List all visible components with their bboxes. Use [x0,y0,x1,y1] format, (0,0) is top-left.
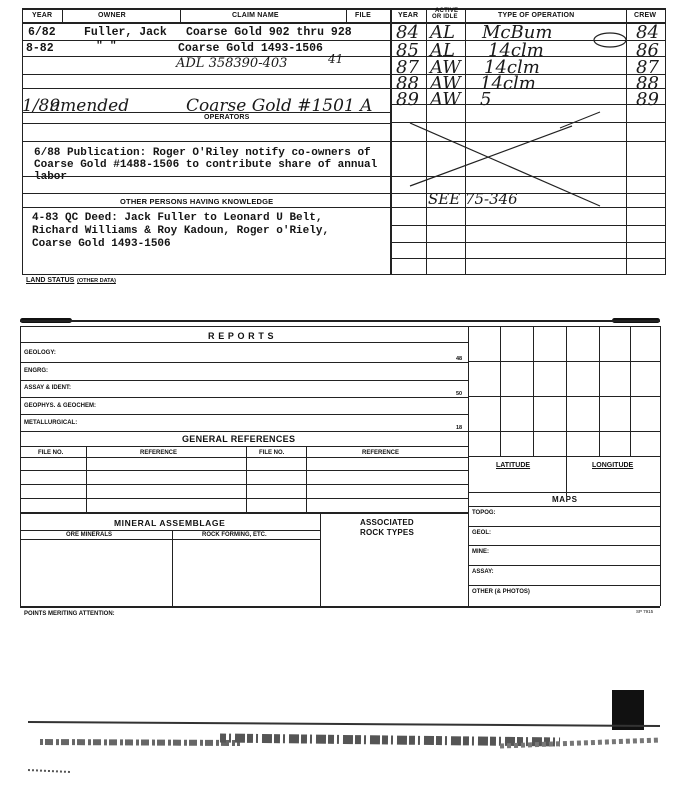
file-no-header-2: FILE NO. [259,450,285,456]
active-header: ACTIVE [435,8,459,14]
activity-row-5-year: 89 [396,89,419,110]
ore-minerals-header: ORE MINERALS [66,532,113,538]
reference-header-1: REFERENCE [140,450,178,456]
file-header: FILE [355,12,371,19]
publication-line-3: labor [34,171,68,183]
mineral-assemblage-title: MINERAL ASSEMBLAGE [114,518,226,528]
land-status-sub: (OTHER DATA) [77,278,116,284]
activity-row-4-year: 88 [396,73,419,94]
reports-title: R E P O R T S [208,331,275,341]
amended-note: amended [50,96,130,116]
claim-row-1-claim: Coarse Gold 902 thru 928 [186,26,352,39]
or-idle-header: OR IDLE [432,14,458,20]
maps-mine: MINE: [472,549,489,555]
activity-row-3-crew: 87 [636,57,659,78]
geophys-label: GEOPHYS. & GEOCHEM: [24,403,97,409]
associated-label: ASSOCIATED [360,518,414,527]
activity-row-5-type: 5 [480,89,492,110]
geology-label: GEOLOGY: [24,350,56,356]
engrg-label: ENGRG: [24,368,48,374]
activity-year-header: YEAR [398,12,419,19]
amended-year: 1/89 [22,96,61,116]
deed-line-2: Richard Williams & Roy Kadoun, Roger o'Riely, [32,225,330,237]
activity-row-2-year: 85 [396,40,419,61]
points-meriting-attention-label: POINTS MERITING ATTENTION: [24,611,115,617]
rock-forming-header: ROCK FORMING, ETC. [202,532,267,538]
activity-row-1-year: 84 [396,22,419,43]
activity-row-1-status: AL [430,22,455,43]
activity-row-3-type: 14clm [484,57,540,78]
adl-number: ADL 358390-403 [176,56,288,71]
see-reference: SEE 75-346 [428,190,518,208]
assay-code: 50 [456,391,463,397]
form-number: SP 7915 [636,609,654,614]
claim-row-2-year: 8-82 [26,42,54,55]
activity-row-2-type: 14clm [488,40,544,61]
longitude-label: LONGITUDE [592,462,634,469]
deed-line-1: 4-83 QC Deed: Jack Fuller to Leonard U Belt, [32,212,323,224]
geology-code: 48 [456,356,463,362]
rock-types-label: ROCK TYPES [360,528,415,537]
file-no-header-1: FILE NO. [38,450,64,456]
claim-row-1-year: 6/82 [28,26,56,39]
other-persons-label: OTHER PERSONS HAVING KNOWLEDGE [120,197,274,206]
activity-row-4-type: 14clm [480,73,536,94]
activity-row-3-year: 87 [396,57,419,78]
maps-assay: ASSAY: [472,569,494,575]
activity-row-5-crew: 89 [636,89,659,110]
year-header: YEAR [32,12,53,19]
owner-header: OWNER [98,12,126,19]
activity-row-1-crew: 84 [636,22,659,43]
assay-label: ASSAY & IDENT: [24,385,72,391]
claim-row-2-owner: " " [96,40,117,53]
reference-header-2: REFERENCE [362,450,400,456]
activity-row-4-crew: 88 [636,73,659,94]
activity-row-1-type: McBum [482,22,553,43]
metallurgical-label: METALLURGICAL: [24,420,78,426]
metallurgical-code: 18 [456,425,463,431]
activity-row-2-status: AL [430,40,455,61]
activity-row-3-status: AW [430,57,461,78]
claim-name-header: CLAIM NAME [232,12,279,19]
publication-line-1: 6/88 Publication: Roger O'Riley notify co-owners of [34,147,371,159]
activity-row-5-status: AW [430,89,461,110]
activity-row-2-crew: 86 [636,40,659,61]
general-references-title: GENERAL REFERENCES [182,434,296,444]
type-of-operation-header: TYPE OF OPERATION [498,12,575,19]
amended-claim: Coarse Gold #1501 A [186,96,373,116]
land-status-label: LAND STATUS [26,277,75,284]
deed-line-3: Coarse Gold 1493-1506 [32,238,171,250]
claim-row-2-claim: Coarse Gold 1493-1506 [178,42,323,55]
maps-geol: GEOL: [472,530,491,536]
operators-label: OPERATORS [204,114,250,121]
adl-mark: 41 [328,52,344,66]
latitude-label: LATITUDE [496,462,531,469]
maps-other: OTHER (& PHOTOS) [472,589,530,595]
maps-title: MAPS [552,495,578,504]
crew-header: CREW [634,12,657,19]
activity-row-4-status: AW [430,73,461,94]
claim-row-1-owner: Fuller, Jack [84,26,167,39]
maps-topog: TOPOG: [472,510,496,516]
publication-line-2: Coarse Gold #1488-1506 to contribute share of annual [34,159,378,171]
